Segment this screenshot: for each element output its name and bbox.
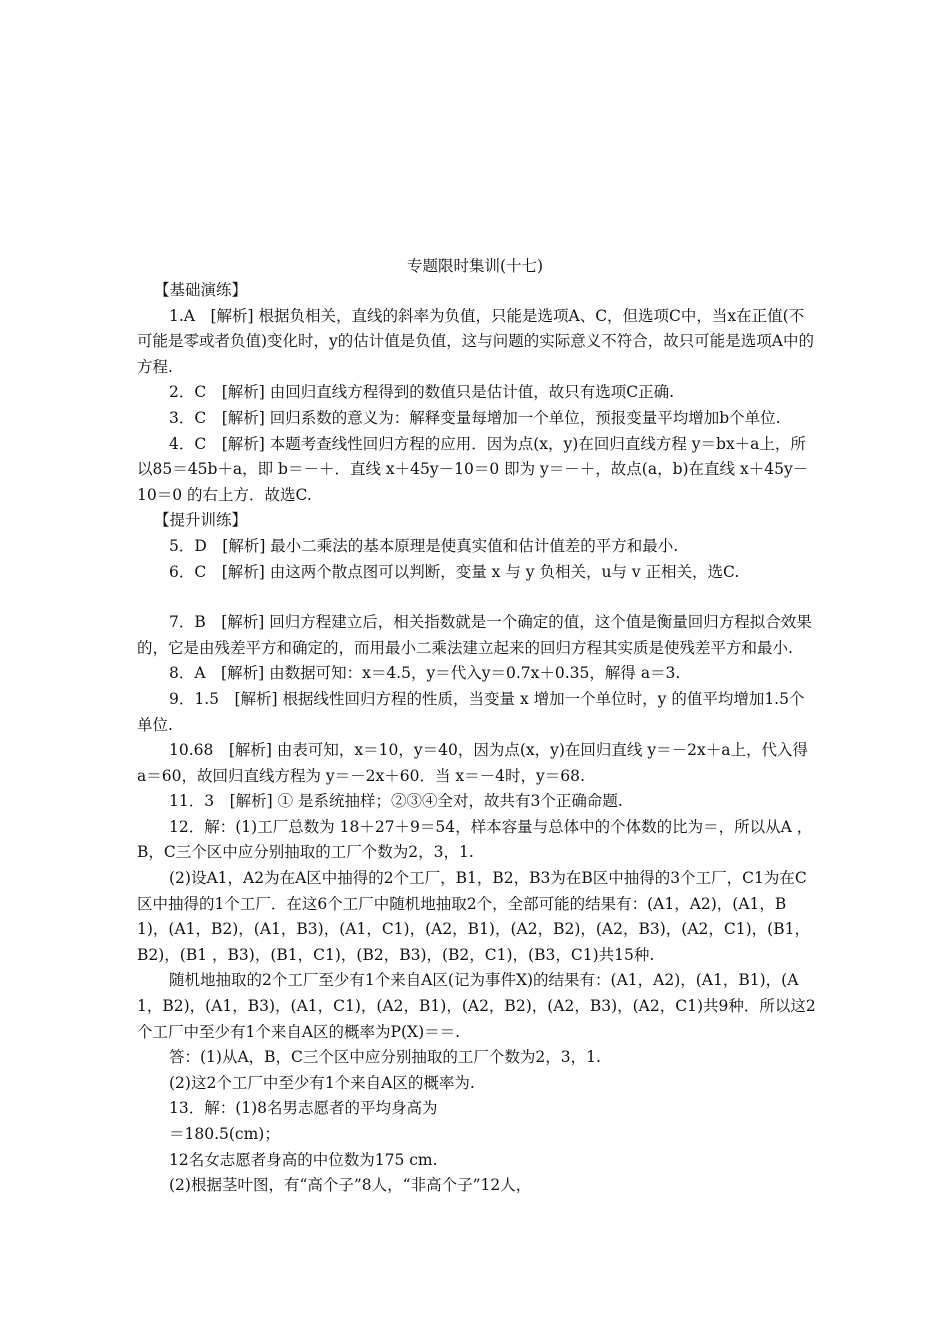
- answer-11: 11．3 [解析] ① 是系统抽样；②③④全对，故共有3个正确命题.: [169, 792, 623, 811]
- answer-10: 10.68 [解析] 由表可知，x＝10，y＝40，因为点(x，y)在回归直线 y＝－2x＋a上，代入得a＝60，故回归直线方程为 y＝－2x＋60．当 x＝－4时，y＝68.: [137, 741, 808, 785]
- answer-2: 2．C [解析] 由回归直线方程得到的数值只是估计值，故只有选项C正确.: [169, 383, 675, 402]
- answer-5: 5．D [解析] 最小二乘法的基本原理是使真实值和估计值差的平方和最小.: [169, 536, 679, 555]
- answer-13-part-1: 13．解：(1)8名男志愿者的平均身高为: [169, 1099, 438, 1118]
- answer-13-part-3: 12名女志愿者身高的中位数为175 cm.: [169, 1150, 438, 1169]
- answer-12-part-1: 12．解：(1)工厂总数为 18＋27＋9＝54，样本容量与总体中的个体数的比为＝，所以从A ，B，C三个区中应分别抽取的工厂个数为2，3，1.: [137, 817, 813, 862]
- answer-12-part-2: (2)设A1，A2为在A区中抽得的2个工厂，B1，B2，B3为在B区中抽得的3个工厂，C1为在C区中抽得的1个工厂．在这6个工厂中随机地抽取2个，全部可能的结果有：(A1，A2)，(A1，B1)，(A1，B2)，(A1，B3)，(A1，C1)，(A2，B1)，(A2，B2)，(A2，B3)，(A2，C1)，(B1，B2)，(B1 ，B3)，(B1，C1)，(B2，B3)，(B2，C1)，(B3，C1)共15种.: [137, 869, 810, 964]
- answer-7: 7．B [解析] 回归方程建立后，相关指数就是一个确定的值，这个值是衡量回归方程拟合效果的，它是由残差平方和确定的，而用最小二乘法建立起来的回归方程其实质是使残差平方和最小.: [137, 613, 812, 657]
- answer-1: 1.A [解析] 根据负相关，直线的斜率为负值，只能是选项A、C，但选项C中，当x在正值(不可能是零或者负值)变化时，y的估计值是负值，这与问题的实际意义不符合，故只可能是选项A中的方程.: [137, 306, 815, 376]
- section-heading-basic: 【基础演练】: [154, 281, 248, 299]
- answer-4: 4．C [解析] 本题考查线性回归方程的应用．因为点(x，y)在回归直线方程 y＝bx＋a上，所以85＝45b＋a，即 b＝－＋．直线 x＋45y－10＝0 即为 y＝－＋，故点(a，b)在直线 x＋45y－10＝0 的右上方．故选C.: [137, 434, 809, 504]
- answer-3: 3．C [解析] 回归系数的意义为：解释变量每增加一个单位，预报变量平均增加b个单位.: [169, 408, 781, 427]
- answer-6: 6．C [解析] 由这两个散点图可以判断，变量 x 与 y 负相关，u与 v 正相关，选C.: [169, 562, 740, 581]
- answer-12-conclusion-1: 答：(1)从A，B，C三个区中应分别抽取的工厂个数为2，3，1.: [169, 1048, 601, 1067]
- answer-13-part-2: ＝180.5(cm)；: [169, 1125, 280, 1143]
- answer-12-conclusion-2: (2)这2个工厂中至少有1个来自A区的概率为.: [169, 1073, 475, 1092]
- answer-body: [137, 278, 817, 1199]
- answer-9: 9．1.5 [解析] 根据线性回归方程的性质，当变量 x 增加一个单位时，y 的值平均增加1.5个单位.: [137, 689, 805, 734]
- answer-8: 8．A [解析] 由数据可知：x＝4.5，y＝代入y＝0.7x＋0.35，解得 a＝3.: [169, 664, 681, 683]
- answer-12-part-3: 随机地抽取的2个工厂至少有1个来自A区(记为事件X)的结果有：(A1，A2)，(A1，B1)，(A1，B2)，(A1，B3)，(A1，C1)，(A2，B1)，(A2，B2)，(A2，B3)，(A2，C1)共9种．所以这2个工厂中至少有1个来自A区的概率为P(X)＝＝.: [137, 971, 816, 1041]
- answer-13-part-4: (2)根据茎叶图，有“高个子”8人，“非高个子”12人，: [169, 1176, 532, 1195]
- section-heading-advanced: 【提升训练】: [154, 511, 248, 530]
- page-title: 专题限时集训(十七): [406, 257, 544, 275]
